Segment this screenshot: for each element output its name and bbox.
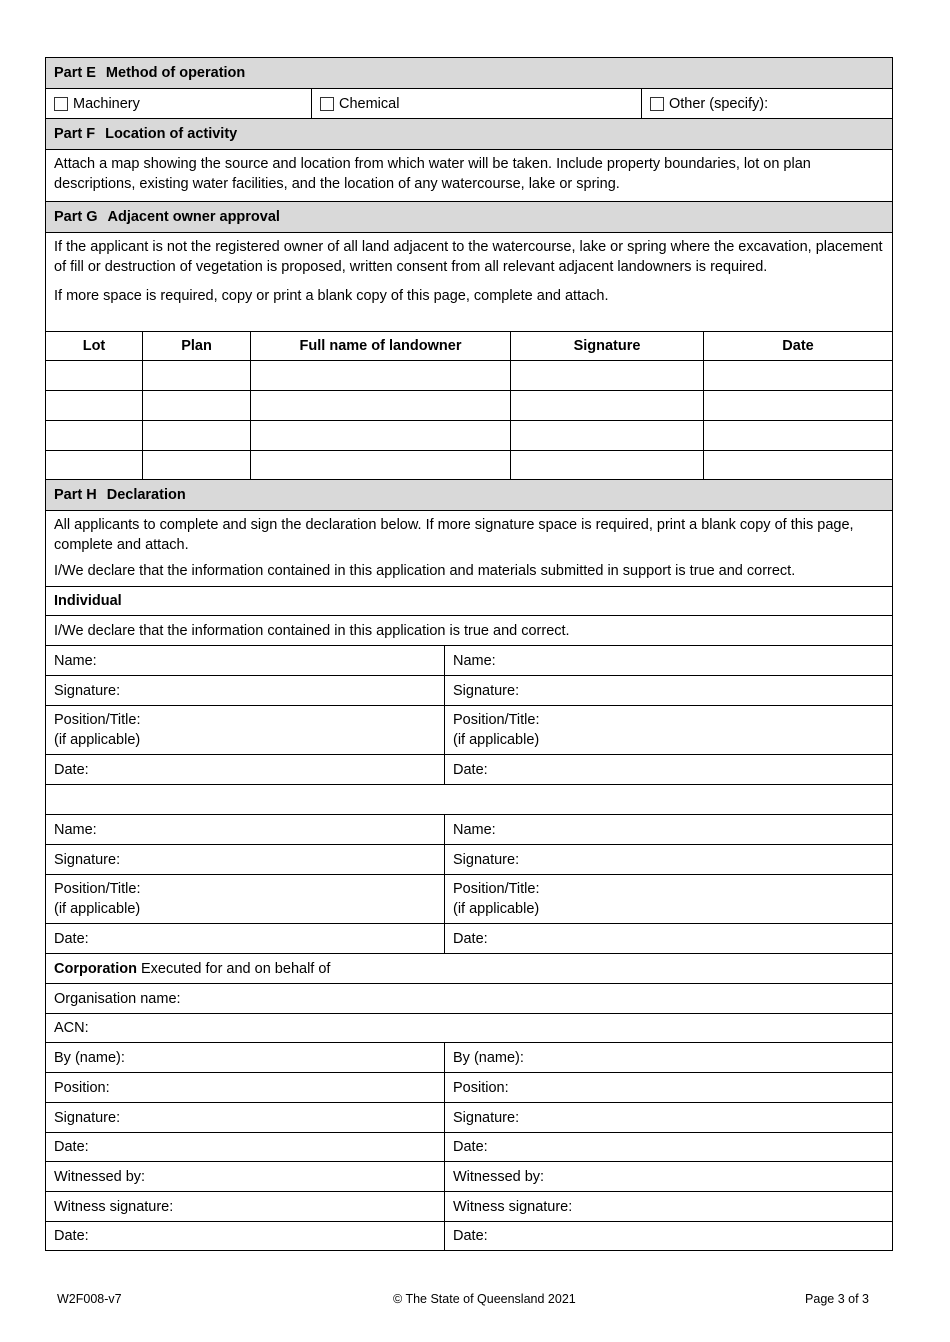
chemical-option[interactable]: [312, 89, 642, 118]
by-name-field[interactable]: [445, 1043, 892, 1072]
organisation-name-field[interactable]: [46, 984, 892, 1013]
part-e-header: [45, 57, 893, 89]
date-field[interactable]: [445, 924, 892, 953]
date-label: Date:: [453, 1228, 488, 1244]
by-name-label: By (name):: [453, 1049, 524, 1066]
date-row: [45, 1222, 893, 1251]
landowner-date-input[interactable]: [704, 361, 892, 390]
signature-label: Signature:: [54, 851, 121, 868]
acn-row: [45, 1014, 893, 1043]
col-full-name: Full name of landowner: [251, 332, 511, 360]
position-title-field[interactable]: [46, 875, 445, 923]
individual-declaration-text: I/We declare that the information contained in this application is true and correct.: [54, 622, 570, 639]
landowner-table-header: [45, 332, 893, 361]
witnessed-by-field[interactable]: [46, 1162, 445, 1191]
individual-header: [45, 587, 893, 616]
part-g-header: [45, 202, 893, 233]
date-field[interactable]: [445, 755, 892, 784]
plan-input[interactable]: [143, 391, 251, 420]
landowner-signature-input[interactable]: [511, 421, 704, 450]
part-f-text: Attach a map showing the source and location from which water will be taken. Include property boundaries, lot on plan descriptions, existing water facilities, and the location of any watercourse, lake or spring.: [54, 156, 811, 192]
name-label: Name:: [453, 652, 496, 669]
part-h-title: Declaration: [106, 487, 186, 503]
plan-input[interactable]: [143, 361, 251, 390]
acn-field[interactable]: [46, 1014, 892, 1042]
date-label: Date:: [54, 930, 89, 947]
signature-label: Signature:: [453, 682, 520, 699]
spacer-row: [45, 785, 893, 815]
witness-signature-row: [45, 1192, 893, 1222]
date-label: Date:: [453, 930, 488, 947]
part-g-label: Part G: [54, 209, 98, 225]
method-options-row: [45, 89, 893, 119]
position-field[interactable]: [46, 1073, 445, 1102]
other-checkbox[interactable]: [650, 97, 664, 111]
date-label: Date:: [453, 761, 488, 778]
name-label: Name:: [453, 821, 496, 838]
signature-field[interactable]: [46, 1103, 445, 1132]
by-name-label: By (name):: [54, 1049, 125, 1066]
part-f-instructions: [45, 150, 893, 202]
name-row: [45, 815, 893, 845]
date-label: Date:: [54, 1139, 89, 1155]
position-title-label: Position/Title:: [54, 881, 141, 897]
lot-input[interactable]: [46, 391, 143, 420]
part-g-text-1: If the applicant is not the registered owner of all land adjacent to the watercourse, lake or spring where the excavation, placement of fill or destruction of vegetation is proposed, written consent from all relevant adjacent landowners is required.: [54, 239, 883, 275]
signature-field[interactable]: [46, 676, 445, 705]
name-label: Name:: [54, 821, 97, 838]
position-label: Position:: [54, 1079, 110, 1096]
landowner-row: [45, 361, 893, 391]
position-title-label: Position/Title:: [453, 712, 540, 728]
signature-field[interactable]: [46, 845, 445, 874]
landowner-name-input[interactable]: [251, 451, 511, 479]
witnessed-by-field[interactable]: [445, 1162, 892, 1191]
col-date-label: Date: [782, 338, 814, 354]
part-h-label: Part H: [54, 487, 97, 503]
organisation-name-row: [45, 984, 893, 1014]
date-field[interactable]: [46, 1133, 445, 1161]
name-field[interactable]: [46, 646, 445, 675]
landowner-row: [45, 421, 893, 451]
date-label: Date:: [453, 1139, 488, 1155]
organisation-name-label: Organisation name:: [54, 990, 181, 1007]
position-title-label: Position/Title:: [453, 881, 540, 897]
landowner-name-input[interactable]: [251, 391, 511, 420]
col-signature: Signature: [511, 332, 704, 360]
signature-label: Signature:: [54, 682, 121, 699]
landowner-row: [45, 391, 893, 421]
corporation-header: [45, 954, 893, 984]
machinery-option[interactable]: [46, 89, 312, 118]
individual-label: Individual: [54, 593, 122, 609]
date-field[interactable]: [46, 924, 445, 953]
part-e-label: Part E: [54, 65, 96, 81]
date-row: [45, 1133, 893, 1162]
plan-input[interactable]: [143, 421, 251, 450]
position-title-row: [45, 706, 893, 755]
signature-label: Signature:: [453, 1109, 520, 1126]
chemical-label: Chemical: [339, 95, 400, 112]
corporation-heading: [46, 954, 338, 983]
part-f-header: [45, 119, 893, 150]
part-g-instructions: [45, 233, 893, 332]
landowner-date-input[interactable]: [704, 391, 892, 420]
application-form: [45, 57, 893, 1251]
plan-input[interactable]: [143, 451, 251, 479]
part-h-text-2: I/We declare that the information contained in this application and materials submitted in support is true and correct.: [54, 563, 796, 579]
landowner-name-input[interactable]: [251, 421, 511, 450]
witness-signature-field[interactable]: [445, 1192, 892, 1221]
machinery-checkbox[interactable]: [54, 97, 68, 111]
lot-input[interactable]: [46, 421, 143, 450]
col-plan: Plan: [143, 332, 251, 360]
chemical-checkbox[interactable]: [320, 97, 334, 111]
other-option[interactable]: [642, 89, 892, 118]
witnessed-by-label: Witnessed by:: [453, 1168, 545, 1185]
signature-field[interactable]: [445, 1103, 892, 1132]
if-applicable-label: (if applicable): [54, 901, 141, 917]
part-h-instructions: [45, 511, 893, 587]
date-row: [45, 755, 893, 785]
machinery-label: Machinery: [73, 95, 140, 112]
signature-row: [45, 676, 893, 706]
landowner-date-input[interactable]: [704, 451, 892, 479]
signature-field[interactable]: [445, 676, 892, 705]
signature-row: [45, 845, 893, 875]
witness-signature-field[interactable]: [46, 1192, 445, 1221]
by-name-row: [45, 1043, 893, 1073]
col-lot: Lot: [46, 332, 143, 360]
corporation-subtitle: Executed for and on behalf of: [136, 960, 331, 977]
date-label: Date:: [54, 1228, 89, 1244]
signature-field[interactable]: [445, 845, 892, 874]
lot-input[interactable]: [46, 451, 143, 479]
part-e-title: Method of operation: [105, 65, 246, 81]
position-field[interactable]: [445, 1073, 892, 1102]
position-row: [45, 1073, 893, 1103]
part-g-title: Adjacent owner approval: [107, 209, 280, 225]
if-applicable-label: (if applicable): [453, 901, 540, 917]
date-label: Date:: [54, 761, 89, 778]
part-h-header: [45, 480, 893, 511]
name-field[interactable]: [46, 815, 445, 844]
part-f-title: Location of activity: [105, 126, 238, 142]
part-f-label: Part F: [54, 126, 96, 142]
position-label: Position:: [453, 1079, 509, 1096]
witness-signature-label: Witness signature:: [453, 1198, 573, 1215]
landowner-name-input[interactable]: [251, 361, 511, 390]
name-field[interactable]: [445, 646, 892, 675]
name-label: Name:: [54, 652, 97, 669]
date-row: [45, 924, 893, 954]
position-title-row: [45, 875, 893, 924]
lot-input[interactable]: [46, 361, 143, 390]
position-title-field[interactable]: [445, 875, 892, 923]
position-title-field[interactable]: [445, 706, 892, 754]
witnessed-by-row: [45, 1162, 893, 1192]
if-applicable-label: (if applicable): [54, 732, 141, 748]
position-title-label: Position/Title:: [54, 712, 141, 728]
col-date: [704, 332, 892, 360]
if-applicable-label: (if applicable): [453, 732, 540, 748]
witnessed-by-label: Witnessed by:: [54, 1168, 146, 1185]
acn-label: ACN:: [54, 1020, 89, 1036]
date-field[interactable]: [445, 1133, 892, 1161]
signature-label: Signature:: [453, 851, 520, 868]
signature-label: Signature:: [54, 1109, 121, 1126]
name-row: [45, 646, 893, 676]
corporation-label: Corporation: [54, 960, 137, 977]
part-g-text-2: If more space is required, copy or print a blank copy of this page, complete and attach.: [54, 288, 609, 304]
landowner-signature-input[interactable]: [511, 451, 704, 479]
landowner-row: [45, 451, 893, 480]
signature-row: [45, 1103, 893, 1133]
landowner-signature-input[interactable]: [511, 391, 704, 420]
landowner-date-input[interactable]: [704, 421, 892, 450]
witness-signature-label: Witness signature:: [54, 1198, 174, 1215]
form-code: W2F008-v7: [57, 1292, 122, 1306]
name-field[interactable]: [445, 815, 892, 844]
page-number: Page 3 of 3: [805, 1292, 869, 1306]
copyright: © The State of Queensland 2021: [393, 1292, 576, 1306]
date-field[interactable]: [46, 1222, 445, 1250]
landowner-signature-input[interactable]: [511, 361, 704, 390]
date-field[interactable]: [445, 1222, 892, 1250]
by-name-field[interactable]: [46, 1043, 445, 1072]
position-title-field[interactable]: [46, 706, 445, 754]
date-field[interactable]: [46, 755, 445, 784]
part-h-text-1: All applicants to complete and sign the declaration below. If more signature space is required, print a blank copy of this page, complete and attach.: [54, 517, 854, 553]
individual-declaration: [45, 616, 893, 646]
other-label: Other (specify):: [669, 95, 769, 112]
